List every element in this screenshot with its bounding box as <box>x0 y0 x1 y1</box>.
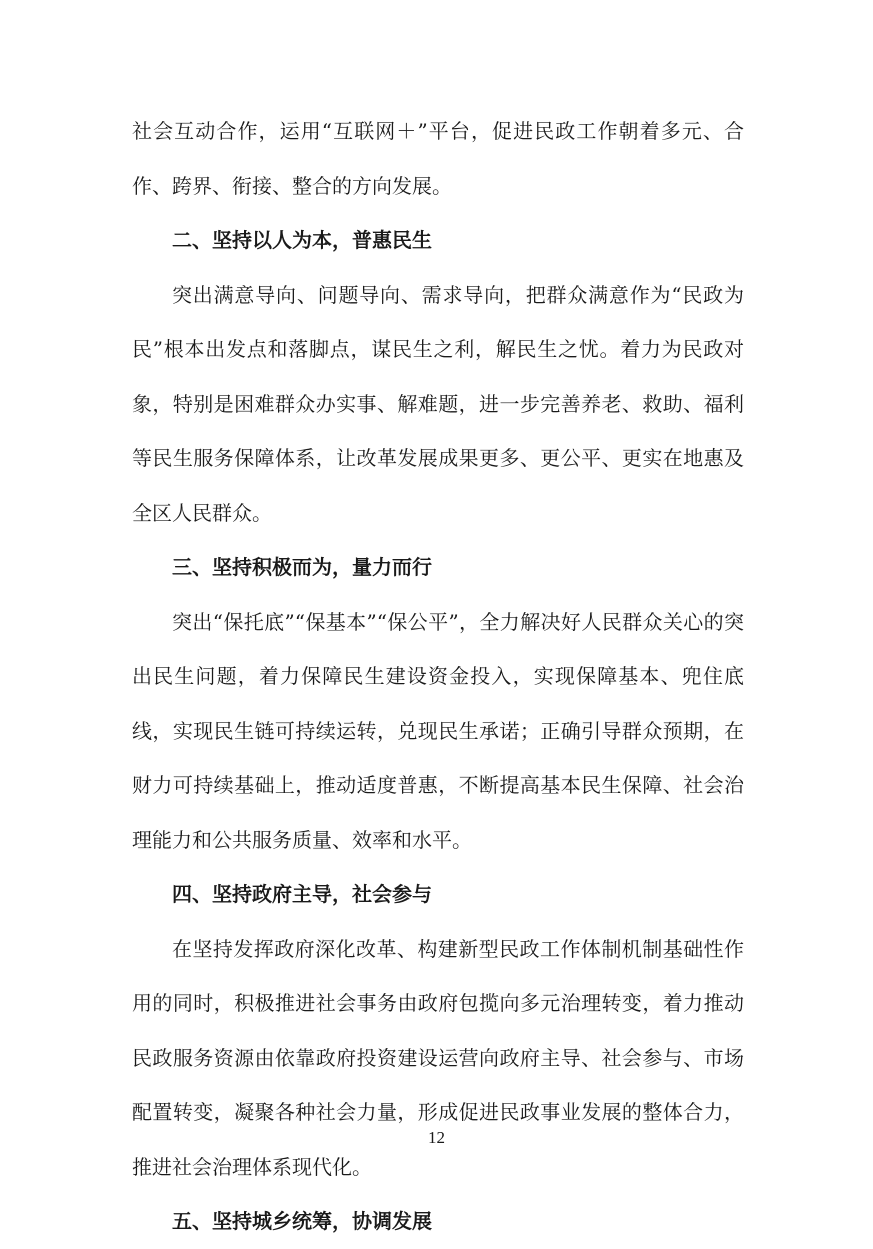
document-body <box>132 104 744 1249</box>
section-heading-3: 三、坚持积极而为，量力而行 <box>172 555 432 579</box>
paragraph-proactive: 突出“保托底”“保基本”“保公平”，全力解决好人民群众关心的突出民生问题，着力保障民生建设资金投入，实现保障基本、兜住底线，实现民生链可持续运转，兑现民生承诺；正确引导群众预期，在财力可持续基础上，推动适度普惠，不断提高基本民生保障、社会治理能力和公共服务质量、效率和水平。 <box>132 609 744 852</box>
paragraph-government-led: 在坚持发挥政府深化改革、构建新型民政工作体制机制基础性作用的同时，积极推进社会事务由政府包揽向多元治理转变，着力推动民政服务资源由依靠政府投资建设运营向政府主导、社会参与、市场配置转变，凝聚各种社会力量，形成促进民政事业发展的整体合力，推进社会治理体系现代化。 <box>132 936 744 1179</box>
section-heading-5: 五、坚持城乡统筹，协调发展 <box>172 1209 432 1233</box>
page-number: 12 <box>428 1128 445 1147</box>
paragraph-people-oriented: 突出满意导向、问题导向、需求导向，把群众满意作为“民政为民”根本出发点和落脚点，谋民生之利，解民生之忧。着力为民政对象，特别是困难群众办实事、解难题，进一步完善养老、救助、福利等民生服务保障体系，让改革发展成果更多、更公平、更实在地惠及全区人民群众。 <box>132 282 744 525</box>
section-heading-4: 四、坚持政府主导，社会参与 <box>172 882 432 906</box>
section-heading-2: 二、坚持以人为本，普惠民生 <box>172 228 432 252</box>
paragraph-continuation: 社会互动合作，运用“互联网＋”平台，促进民政工作朝着多元、合作、跨界、衔接、整合的方向发展。 <box>132 119 744 198</box>
